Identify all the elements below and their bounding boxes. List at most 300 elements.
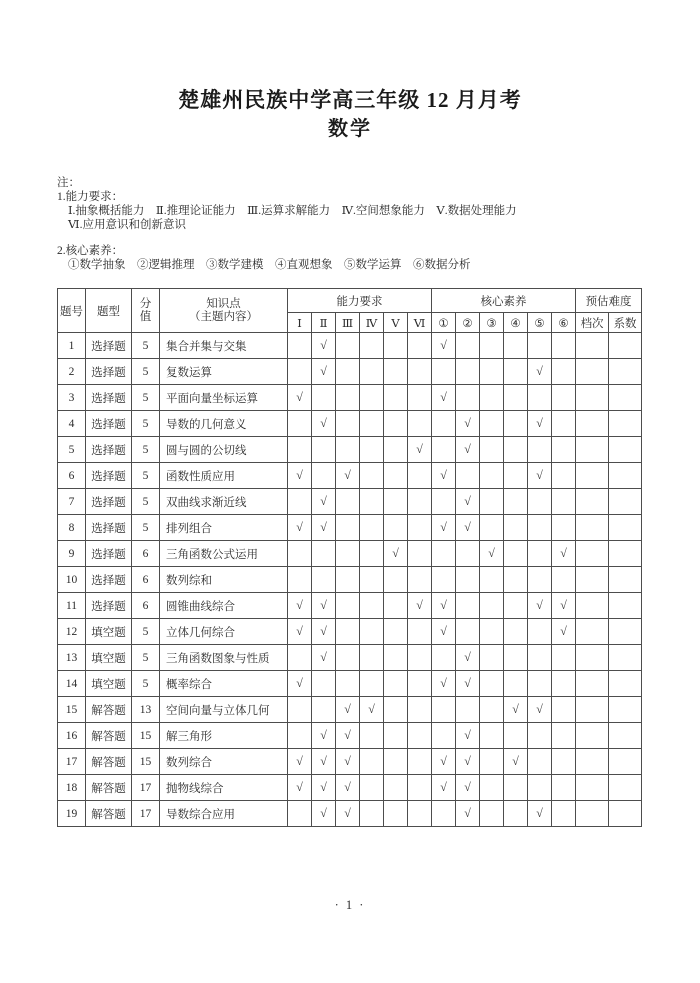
literacy-check-cell-5: √ <box>528 463 552 489</box>
score-cell: 5 <box>132 437 160 463</box>
header-difficulty-group: 预估难度 <box>576 289 642 313</box>
literacy-check-cell-3 <box>480 593 504 619</box>
ability-check-cell-4 <box>360 411 384 437</box>
header-difficulty-level: 档次 <box>576 313 609 333</box>
difficulty-level-cell <box>576 437 609 463</box>
difficulty-coefficient-cell <box>609 697 642 723</box>
literacy-check-cell-3 <box>480 515 504 541</box>
literacy-check-cell-5 <box>528 333 552 359</box>
table-row <box>58 801 642 827</box>
header-question-number: 题号 <box>58 289 86 333</box>
difficulty-level-cell <box>576 515 609 541</box>
ability-check-cell-1 <box>288 359 312 385</box>
literacy-check-cell-1: √ <box>432 463 456 489</box>
literacy-check-cell-3 <box>480 333 504 359</box>
literacy-check-cell-4 <box>504 541 528 567</box>
note-ability-heading: 1.能力要求： <box>57 191 124 203</box>
ability-check-cell-6 <box>408 801 432 827</box>
ability-check-cell-2: √ <box>312 411 336 437</box>
literacy-check-cell-4: √ <box>504 697 528 723</box>
literacy-check-cell-5 <box>528 385 552 411</box>
literacy-check-cell-2 <box>456 359 480 385</box>
literacy-check-cell-4 <box>504 437 528 463</box>
question-number-cell: 10 <box>58 567 86 593</box>
literacy-check-cell-6 <box>552 723 576 749</box>
literacy-check-cell-1 <box>432 489 456 515</box>
literacy-check-cell-6 <box>552 697 576 723</box>
question-type-cell: 填空题 <box>86 645 132 671</box>
table-row <box>58 775 642 801</box>
ability-check-cell-5 <box>384 333 408 359</box>
score-cell: 5 <box>132 619 160 645</box>
question-number-cell: 6 <box>58 463 86 489</box>
literacy-check-cell-5 <box>528 749 552 775</box>
header-literacy-1: ① <box>432 313 456 333</box>
literacy-check-cell-1: √ <box>432 515 456 541</box>
ability-check-cell-1 <box>288 541 312 567</box>
ability-check-cell-2: √ <box>312 333 336 359</box>
table-row <box>58 619 642 645</box>
table-row <box>58 671 642 697</box>
literacy-check-cell-4 <box>504 333 528 359</box>
literacy-check-cell-1 <box>432 567 456 593</box>
score-cell: 5 <box>132 385 160 411</box>
table-row <box>58 437 642 463</box>
literacy-check-cell-5 <box>528 645 552 671</box>
ability-check-cell-3: √ <box>336 749 360 775</box>
knowledge-point-cell: 概率综合 <box>160 671 288 697</box>
literacy-check-cell-3 <box>480 385 504 411</box>
ability-check-cell-1: √ <box>288 385 312 411</box>
ability-check-cell-3 <box>336 515 360 541</box>
literacy-check-cell-3 <box>480 437 504 463</box>
difficulty-level-cell <box>576 671 609 697</box>
knowledge-point-cell: 排列组合 <box>160 515 288 541</box>
literacy-check-cell-6 <box>552 411 576 437</box>
ability-check-cell-1 <box>288 801 312 827</box>
note-literacy-items: ①数学抽象 ②逻辑推理 ③数学建模 ④直观想象 ⑤数学运算 ⑥数据分析 <box>68 259 471 271</box>
literacy-check-cell-3 <box>480 723 504 749</box>
question-number-cell: 19 <box>58 801 86 827</box>
difficulty-coefficient-cell <box>609 463 642 489</box>
difficulty-level-cell <box>576 697 609 723</box>
note-ability-items-line2: Ⅵ.应用意识和创新意识 <box>68 219 186 231</box>
ability-check-cell-1: √ <box>288 671 312 697</box>
question-type-cell: 解答题 <box>86 697 132 723</box>
score-cell: 5 <box>132 411 160 437</box>
literacy-check-cell-6 <box>552 359 576 385</box>
header-knowledge-point <box>160 289 288 333</box>
ability-check-cell-3: √ <box>336 697 360 723</box>
ability-check-cell-5 <box>384 437 408 463</box>
question-number-cell: 9 <box>58 541 86 567</box>
score-cell: 17 <box>132 801 160 827</box>
table-row <box>58 723 642 749</box>
difficulty-coefficient-cell <box>609 359 642 385</box>
ability-check-cell-1 <box>288 723 312 749</box>
literacy-check-cell-6 <box>552 567 576 593</box>
ability-check-cell-2 <box>312 671 336 697</box>
literacy-check-cell-1 <box>432 723 456 749</box>
ability-check-cell-6 <box>408 463 432 489</box>
ability-check-cell-4 <box>360 619 384 645</box>
literacy-check-cell-6: √ <box>552 541 576 567</box>
header-knowledge-line2: （主题内容） <box>189 310 258 323</box>
ability-check-cell-5 <box>384 645 408 671</box>
note-literacy-heading: 2.核心素养： <box>57 245 124 257</box>
literacy-check-cell-1: √ <box>432 593 456 619</box>
question-type-cell: 选择题 <box>86 489 132 515</box>
ability-check-cell-1: √ <box>288 775 312 801</box>
difficulty-coefficient-cell <box>609 671 642 697</box>
literacy-check-cell-2: √ <box>456 437 480 463</box>
difficulty-level-cell <box>576 593 609 619</box>
difficulty-coefficient-cell <box>609 437 642 463</box>
literacy-check-cell-4 <box>504 801 528 827</box>
literacy-check-cell-6 <box>552 749 576 775</box>
literacy-check-cell-6 <box>552 671 576 697</box>
literacy-check-cell-6 <box>552 333 576 359</box>
literacy-check-cell-4 <box>504 775 528 801</box>
table-row <box>58 333 642 359</box>
score-cell: 5 <box>132 359 160 385</box>
ability-check-cell-4 <box>360 463 384 489</box>
ability-check-cell-5 <box>384 749 408 775</box>
literacy-check-cell-3 <box>480 749 504 775</box>
ability-check-cell-3 <box>336 541 360 567</box>
difficulty-level-cell <box>576 801 609 827</box>
question-number-cell: 15 <box>58 697 86 723</box>
header-literacy-2: ② <box>456 313 480 333</box>
score-cell: 15 <box>132 723 160 749</box>
ability-check-cell-3 <box>336 437 360 463</box>
literacy-check-cell-4 <box>504 385 528 411</box>
literacy-check-cell-6 <box>552 515 576 541</box>
question-type-cell: 选择题 <box>86 411 132 437</box>
ability-check-cell-1: √ <box>288 619 312 645</box>
header-ability-6: Ⅵ <box>408 313 432 333</box>
literacy-check-cell-6 <box>552 489 576 515</box>
difficulty-level-cell <box>576 775 609 801</box>
literacy-check-cell-4 <box>504 723 528 749</box>
table-header-row-groups <box>58 289 642 313</box>
ability-check-cell-3 <box>336 671 360 697</box>
literacy-check-cell-6: √ <box>552 593 576 619</box>
exam-specification-table <box>57 288 642 827</box>
difficulty-level-cell <box>576 567 609 593</box>
literacy-check-cell-2 <box>456 385 480 411</box>
ability-check-cell-5 <box>384 411 408 437</box>
question-type-cell: 选择题 <box>86 437 132 463</box>
difficulty-coefficient-cell <box>609 385 642 411</box>
knowledge-point-cell: 三角函数图象与性质 <box>160 645 288 671</box>
ability-check-cell-3 <box>336 333 360 359</box>
literacy-check-cell-3 <box>480 801 504 827</box>
ability-check-cell-1: √ <box>288 749 312 775</box>
knowledge-point-cell: 圆与圆的公切线 <box>160 437 288 463</box>
knowledge-point-cell: 立体几何综合 <box>160 619 288 645</box>
page-number: · 1 · <box>334 898 366 912</box>
literacy-check-cell-1: √ <box>432 671 456 697</box>
header-ability-1: Ⅰ <box>288 313 312 333</box>
question-type-cell: 填空题 <box>86 671 132 697</box>
literacy-check-cell-1 <box>432 359 456 385</box>
table-row <box>58 697 642 723</box>
literacy-check-cell-3: √ <box>480 541 504 567</box>
literacy-check-cell-2 <box>456 567 480 593</box>
table-row <box>58 463 642 489</box>
literacy-check-cell-1 <box>432 437 456 463</box>
score-cell: 5 <box>132 463 160 489</box>
literacy-check-cell-5: √ <box>528 697 552 723</box>
difficulty-coefficient-cell <box>609 749 642 775</box>
difficulty-coefficient-cell <box>609 801 642 827</box>
question-number-cell: 14 <box>58 671 86 697</box>
ability-check-cell-5 <box>384 619 408 645</box>
score-cell: 5 <box>132 671 160 697</box>
knowledge-point-cell: 三角函数公式运用 <box>160 541 288 567</box>
ability-check-cell-5 <box>384 567 408 593</box>
knowledge-point-cell: 空间向量与立体几何 <box>160 697 288 723</box>
knowledge-point-cell: 导数的几何意义 <box>160 411 288 437</box>
knowledge-point-cell: 导数综合应用 <box>160 801 288 827</box>
literacy-check-cell-4: √ <box>504 749 528 775</box>
literacy-check-cell-5 <box>528 541 552 567</box>
ability-check-cell-3: √ <box>336 775 360 801</box>
header-question-type: 题型 <box>86 289 132 333</box>
question-type-cell: 选择题 <box>86 593 132 619</box>
literacy-check-cell-1: √ <box>432 619 456 645</box>
ability-check-cell-2: √ <box>312 515 336 541</box>
ability-check-cell-3 <box>336 489 360 515</box>
knowledge-point-cell: 数列综合 <box>160 749 288 775</box>
literacy-check-cell-5 <box>528 515 552 541</box>
difficulty-level-cell <box>576 411 609 437</box>
ability-check-cell-4: √ <box>360 697 384 723</box>
ability-check-cell-4 <box>360 593 384 619</box>
question-number-cell: 16 <box>58 723 86 749</box>
literacy-check-cell-2 <box>456 463 480 489</box>
question-number-cell: 4 <box>58 411 86 437</box>
header-literacy-5: ⑤ <box>528 313 552 333</box>
table-row <box>58 645 642 671</box>
literacy-check-cell-6 <box>552 775 576 801</box>
ability-check-cell-2: √ <box>312 775 336 801</box>
literacy-check-cell-2: √ <box>456 749 480 775</box>
ability-check-cell-2 <box>312 697 336 723</box>
ability-check-cell-6 <box>408 333 432 359</box>
ability-check-cell-3 <box>336 411 360 437</box>
ability-check-cell-3 <box>336 593 360 619</box>
literacy-check-cell-4 <box>504 645 528 671</box>
knowledge-point-cell: 复数运算 <box>160 359 288 385</box>
ability-check-cell-3 <box>336 567 360 593</box>
ability-check-cell-6: √ <box>408 593 432 619</box>
literacy-check-cell-6 <box>552 463 576 489</box>
ability-check-cell-1 <box>288 567 312 593</box>
ability-check-cell-5 <box>384 671 408 697</box>
ability-check-cell-3 <box>336 385 360 411</box>
literacy-check-cell-6 <box>552 645 576 671</box>
page-subtitle: 数学 <box>328 118 372 140</box>
question-number-cell: 8 <box>58 515 86 541</box>
literacy-check-cell-3 <box>480 489 504 515</box>
literacy-check-cell-3 <box>480 463 504 489</box>
difficulty-coefficient-cell <box>609 645 642 671</box>
ability-check-cell-5 <box>384 775 408 801</box>
ability-check-cell-5 <box>384 801 408 827</box>
ability-check-cell-4 <box>360 749 384 775</box>
score-cell: 6 <box>132 593 160 619</box>
difficulty-coefficient-cell <box>609 619 642 645</box>
difficulty-coefficient-cell <box>609 567 642 593</box>
literacy-check-cell-3 <box>480 671 504 697</box>
ability-check-cell-5 <box>384 359 408 385</box>
table-body <box>58 333 642 827</box>
knowledge-point-cell: 集合并集与交集 <box>160 333 288 359</box>
ability-check-cell-4 <box>360 515 384 541</box>
ability-check-cell-2: √ <box>312 619 336 645</box>
difficulty-level-cell <box>576 749 609 775</box>
question-type-cell: 解答题 <box>86 775 132 801</box>
header-literacy-3: ③ <box>480 313 504 333</box>
ability-check-cell-1 <box>288 489 312 515</box>
ability-check-cell-6 <box>408 359 432 385</box>
knowledge-point-cell: 抛物线综合 <box>160 775 288 801</box>
table-row <box>58 541 642 567</box>
literacy-check-cell-2: √ <box>456 515 480 541</box>
ability-check-cell-3 <box>336 359 360 385</box>
question-number-cell: 17 <box>58 749 86 775</box>
literacy-check-cell-6 <box>552 385 576 411</box>
ability-check-cell-2: √ <box>312 359 336 385</box>
literacy-check-cell-4 <box>504 515 528 541</box>
literacy-check-cell-4 <box>504 593 528 619</box>
ability-check-cell-1 <box>288 697 312 723</box>
ability-check-cell-2: √ <box>312 593 336 619</box>
knowledge-point-cell: 双曲线求渐近线 <box>160 489 288 515</box>
ability-check-cell-4 <box>360 489 384 515</box>
header-ability-2: Ⅱ <box>312 313 336 333</box>
difficulty-level-cell <box>576 463 609 489</box>
literacy-check-cell-2: √ <box>456 723 480 749</box>
literacy-check-cell-3 <box>480 645 504 671</box>
ability-check-cell-4 <box>360 671 384 697</box>
difficulty-coefficient-cell <box>609 515 642 541</box>
header-score <box>132 289 160 333</box>
difficulty-coefficient-cell <box>609 775 642 801</box>
ability-check-cell-2 <box>312 463 336 489</box>
header-ability-group: 能力要求 <box>288 289 432 313</box>
literacy-check-cell-4 <box>504 411 528 437</box>
difficulty-coefficient-cell <box>609 489 642 515</box>
ability-check-cell-4 <box>360 541 384 567</box>
difficulty-coefficient-cell <box>609 333 642 359</box>
ability-check-cell-2 <box>312 541 336 567</box>
ability-check-cell-3: √ <box>336 463 360 489</box>
header-ability-3: Ⅲ <box>336 313 360 333</box>
ability-check-cell-6 <box>408 775 432 801</box>
table-row <box>58 567 642 593</box>
question-type-cell: 选择题 <box>86 515 132 541</box>
table-row <box>58 489 642 515</box>
ability-check-cell-6 <box>408 541 432 567</box>
question-number-cell: 7 <box>58 489 86 515</box>
literacy-check-cell-1: √ <box>432 333 456 359</box>
literacy-check-cell-3 <box>480 697 504 723</box>
ability-check-cell-5 <box>384 593 408 619</box>
literacy-check-cell-5 <box>528 437 552 463</box>
question-type-cell: 解答题 <box>86 801 132 827</box>
score-cell: 15 <box>132 749 160 775</box>
table-row <box>58 411 642 437</box>
literacy-check-cell-2 <box>456 697 480 723</box>
ability-check-cell-2: √ <box>312 723 336 749</box>
question-type-cell: 解答题 <box>86 749 132 775</box>
difficulty-level-cell <box>576 541 609 567</box>
question-type-cell: 选择题 <box>86 333 132 359</box>
literacy-check-cell-1: √ <box>432 385 456 411</box>
literacy-check-cell-2: √ <box>456 489 480 515</box>
literacy-check-cell-5 <box>528 671 552 697</box>
literacy-check-cell-5: √ <box>528 411 552 437</box>
question-type-cell: 选择题 <box>86 385 132 411</box>
question-number-cell: 2 <box>58 359 86 385</box>
question-type-cell: 选择题 <box>86 359 132 385</box>
literacy-check-cell-4 <box>504 671 528 697</box>
ability-check-cell-2: √ <box>312 801 336 827</box>
score-cell: 6 <box>132 541 160 567</box>
score-cell: 5 <box>132 489 160 515</box>
ability-check-cell-5 <box>384 515 408 541</box>
literacy-check-cell-5: √ <box>528 801 552 827</box>
ability-check-cell-6 <box>408 619 432 645</box>
ability-check-cell-6 <box>408 515 432 541</box>
ability-check-cell-1 <box>288 333 312 359</box>
literacy-check-cell-1 <box>432 411 456 437</box>
question-number-cell: 11 <box>58 593 86 619</box>
literacy-check-cell-6: √ <box>552 619 576 645</box>
literacy-check-cell-2: √ <box>456 671 480 697</box>
ability-check-cell-3 <box>336 619 360 645</box>
literacy-check-cell-2 <box>456 333 480 359</box>
ability-check-cell-5 <box>384 697 408 723</box>
difficulty-coefficient-cell <box>609 541 642 567</box>
ability-check-cell-3: √ <box>336 801 360 827</box>
literacy-check-cell-4 <box>504 463 528 489</box>
literacy-check-cell-5: √ <box>528 359 552 385</box>
notes-label: 注： <box>57 177 80 189</box>
literacy-check-cell-6 <box>552 801 576 827</box>
literacy-check-cell-2: √ <box>456 801 480 827</box>
literacy-check-cell-4 <box>504 567 528 593</box>
header-literacy-group: 核心素养 <box>432 289 576 313</box>
difficulty-coefficient-cell <box>609 723 642 749</box>
header-difficulty-coefficient: 系数 <box>609 313 642 333</box>
literacy-check-cell-2 <box>456 619 480 645</box>
knowledge-point-cell: 解三角形 <box>160 723 288 749</box>
ability-check-cell-2 <box>312 567 336 593</box>
difficulty-level-cell <box>576 333 609 359</box>
difficulty-level-cell <box>576 489 609 515</box>
ability-check-cell-6 <box>408 723 432 749</box>
knowledge-point-cell: 数列综和 <box>160 567 288 593</box>
ability-check-cell-3: √ <box>336 723 360 749</box>
ability-check-cell-2 <box>312 437 336 463</box>
score-cell: 17 <box>132 775 160 801</box>
ability-check-cell-1 <box>288 645 312 671</box>
question-number-cell: 13 <box>58 645 86 671</box>
